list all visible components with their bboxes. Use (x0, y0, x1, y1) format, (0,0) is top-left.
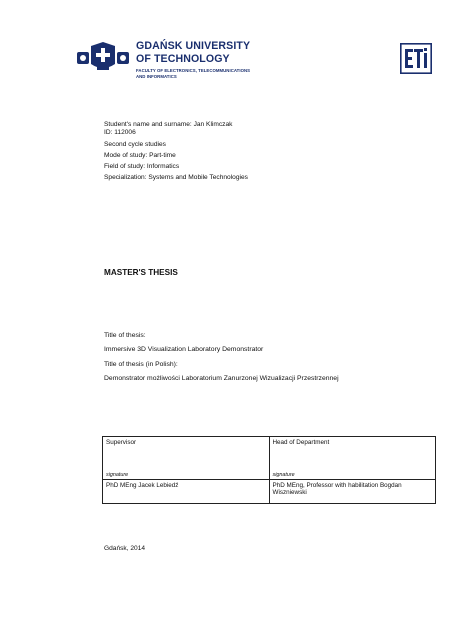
supervisor-name-cell (103, 479, 270, 503)
thesis-title: Immersive 3D Visualization Laboratory Demonstrator (104, 346, 264, 353)
head-name-line1: PhD MEng, Professor with habilitation Bogdan (272, 481, 402, 489)
signature-table (102, 436, 436, 504)
head-name-line2: Wiszniewski (272, 488, 307, 496)
head-signature-label: signature (272, 471, 295, 478)
university-name-line2: OF TECHNOLOGY (136, 53, 230, 65)
title-pl-label: Title of thesis (in Polish): (104, 361, 178, 368)
specialization: Specialization: Systems and Mobile Technologies (104, 174, 248, 181)
supervisor-signature-label: signature (106, 471, 129, 478)
eti-logo-icon (400, 43, 432, 74)
faculty-name-line2: AND INFORMATICS (136, 74, 177, 79)
head-label: Head of Department (272, 439, 330, 446)
supervisor-label: Supervisor (106, 439, 137, 446)
study-cycle: Second cycle studies (104, 141, 166, 148)
study-field: Field of study: Informatics (104, 163, 180, 170)
head-name-cell (269, 479, 436, 503)
thesis-type: MASTER'S THESIS (104, 268, 178, 277)
student-name: Student's name and surname: Jan Klimczak (104, 121, 233, 128)
faculty-name-line1: FACULTY OF ELECTRONICS, TELECOMMUNICATIONS (136, 68, 251, 73)
title-label: Title of thesis: (104, 332, 146, 339)
university-crest-icon (77, 42, 129, 72)
supervisor-name: PhD MEng Jacek Lebiedź (106, 481, 179, 489)
student-id: ID: 112006 (104, 129, 136, 136)
university-name-line1: GDAŃSK UNIVERSITY (136, 40, 251, 52)
head-cell (269, 437, 436, 480)
study-mode: Mode of study: Part-time (104, 152, 176, 159)
thesis-title-pl: Demonstrator możliwości Laboratorium Zanurzonej Wizualizacji Przestrzennej (104, 375, 339, 382)
place-date: Gdańsk, 2014 (104, 545, 146, 552)
supervisor-cell (103, 437, 270, 480)
